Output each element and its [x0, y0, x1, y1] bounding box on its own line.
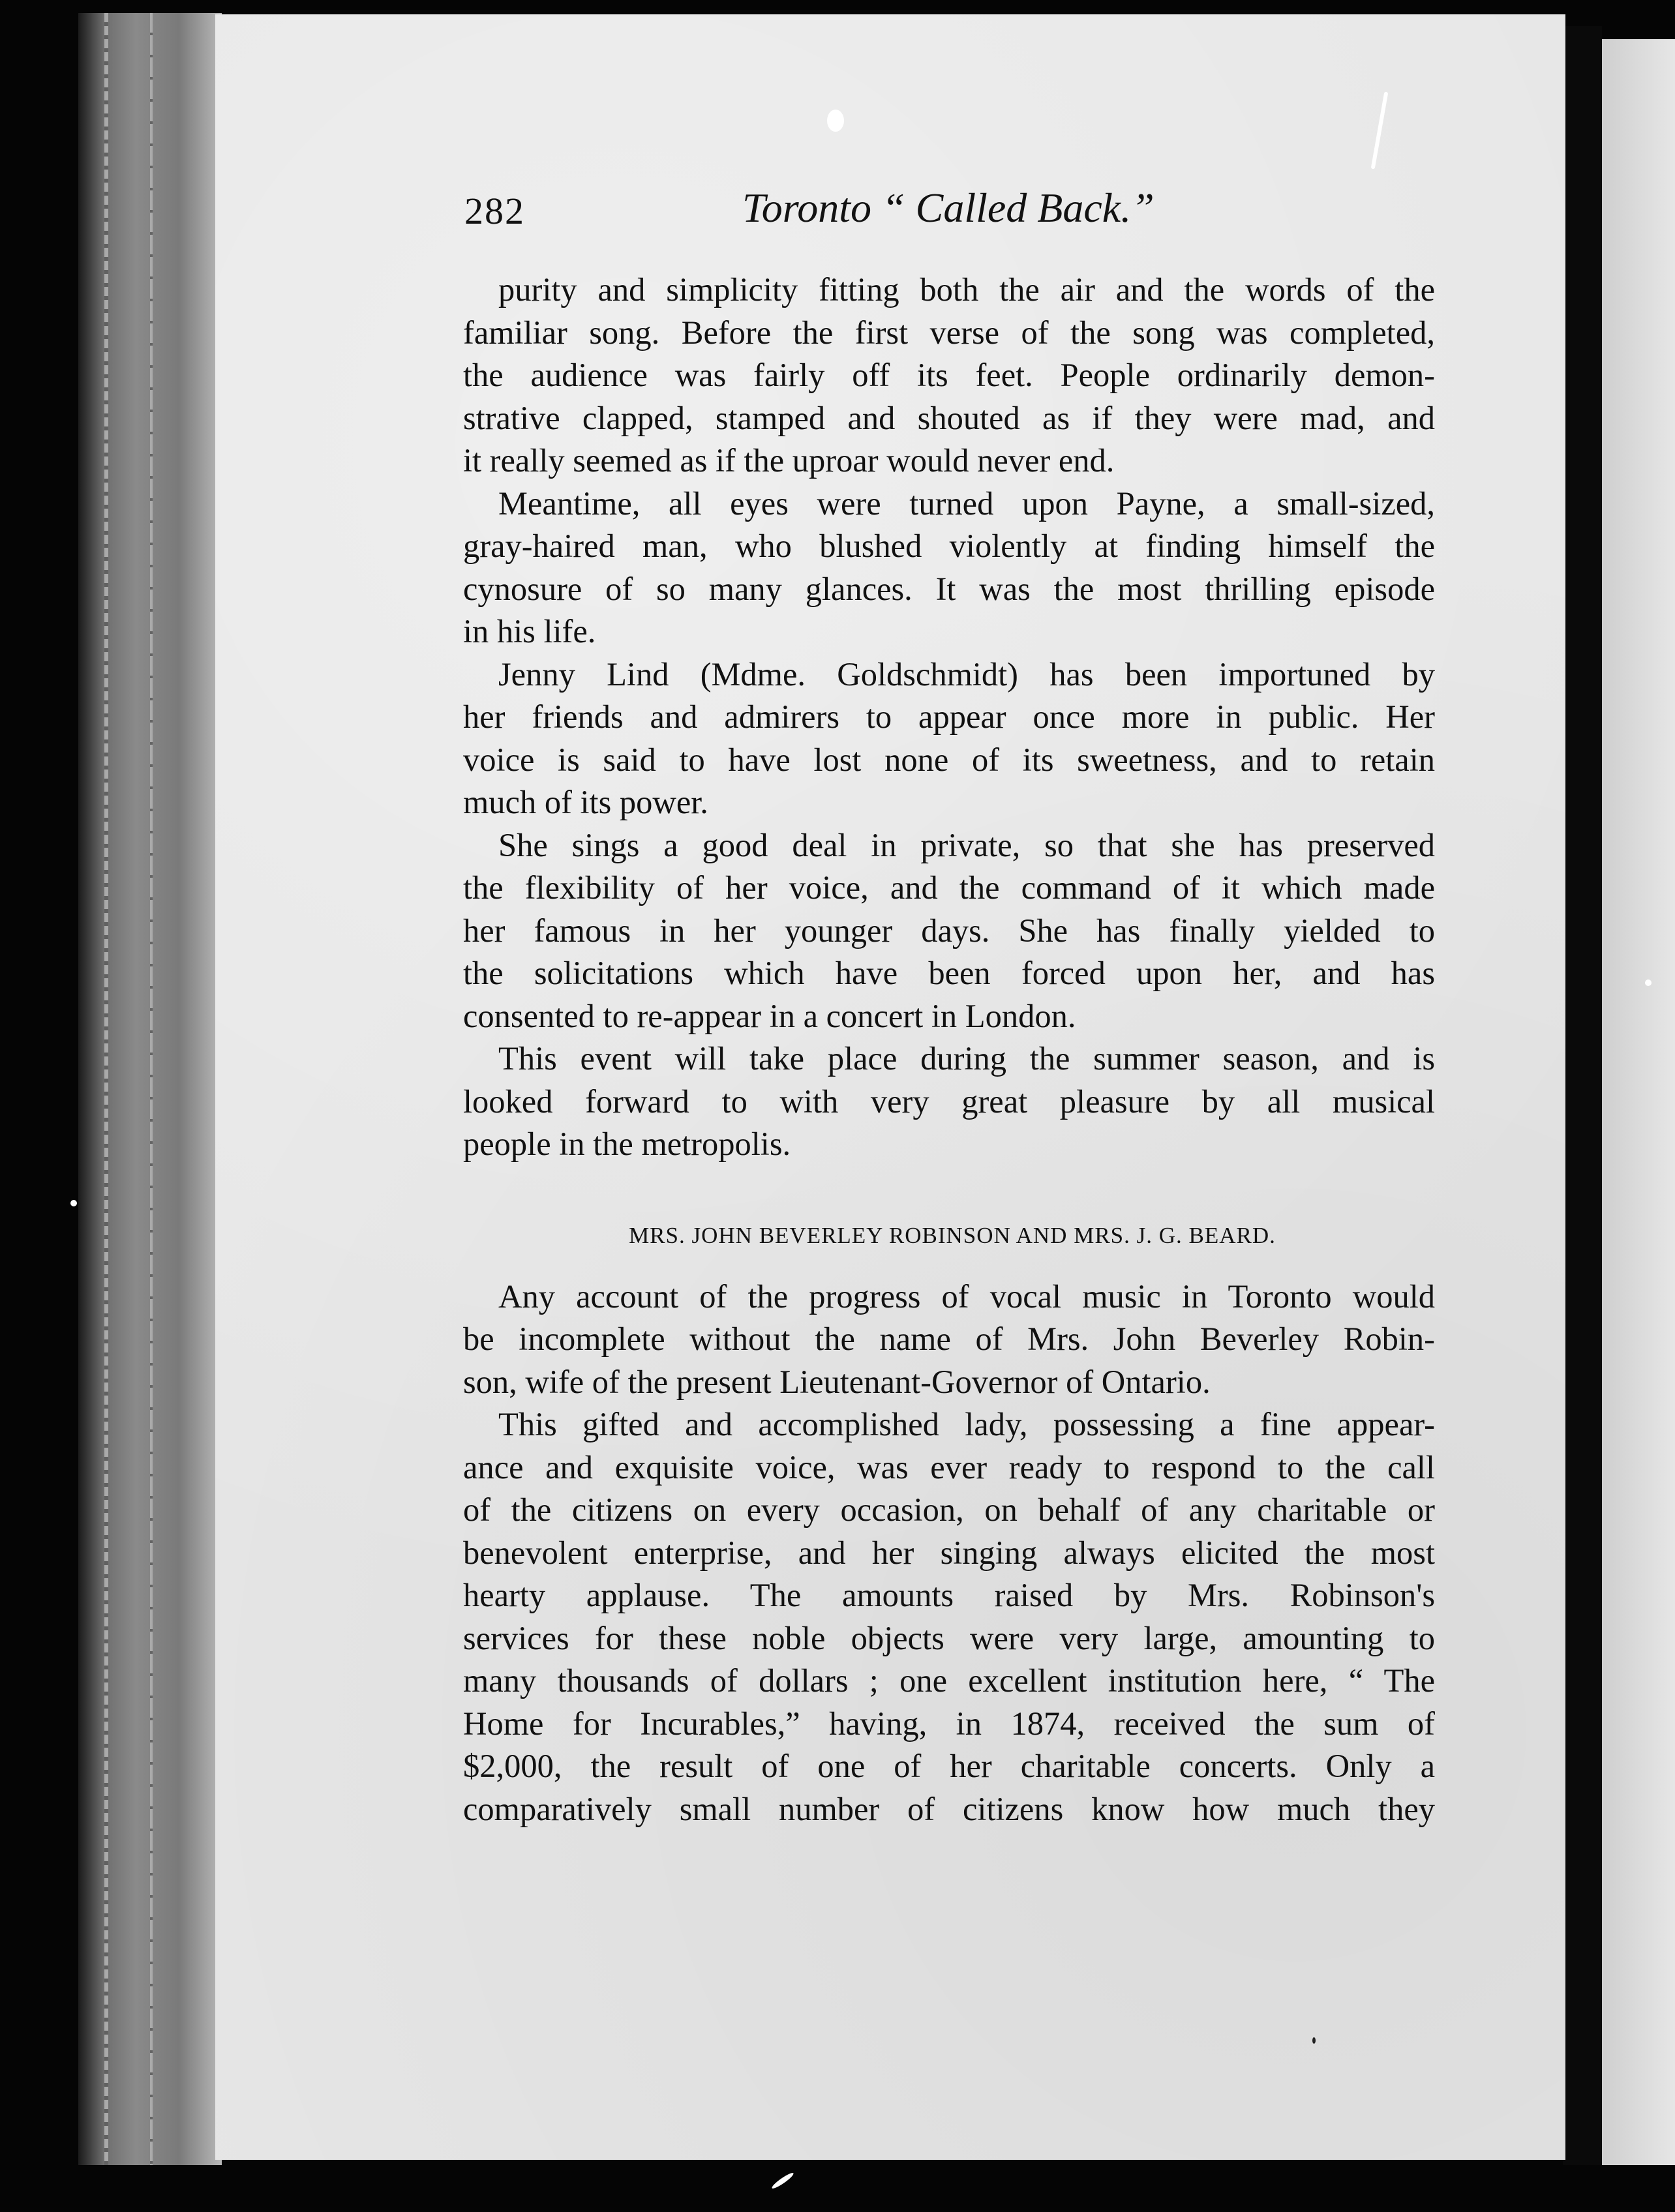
scan-speck	[827, 110, 844, 132]
text-line: comparatively small number of citizens know how much they	[463, 1790, 1435, 1827]
facing-page-edge	[1602, 39, 1675, 2165]
text-line: gray-haired man, who blushed violently at finding himself the	[463, 528, 1435, 564]
scan-speck	[1645, 979, 1652, 986]
text-line: Home for Incurables,” having, in 1874, received the sum of	[463, 1705, 1435, 1742]
text-line: her friends and admirers to appear once more in public. Her	[463, 698, 1435, 735]
running-head	[464, 184, 1430, 243]
page-number: 282	[464, 190, 525, 232]
paragraph	[463, 1403, 1435, 1831]
text-line: the solicitations which have been forced upon her, and has	[463, 955, 1435, 991]
text-line: $2,000, the result of one of her charitable concerts. Only a	[463, 1748, 1435, 1784]
text-line: consented to re-appear in a concert in London.	[463, 997, 1076, 1034]
text-line: strative clapped, stamped and shouted as if they were mad, and	[463, 399, 1435, 436]
text-line: in his life.	[463, 613, 596, 650]
scan-speck	[70, 1200, 77, 1206]
text-line: the audience was fairly off its feet. People ordinarily demon-	[463, 357, 1435, 393]
text-line: cynosure of so many glances. It was the most thrilling episode	[463, 570, 1435, 607]
text-line: This gifted and accomplished lady, possessing a fine appear-	[498, 1406, 1435, 1442]
text-line: voice is said to have lost none of its sweetness, and to retain	[463, 741, 1435, 778]
text-line: much of its power.	[463, 784, 708, 820]
text-line: hearty applause. The amounts raised by Mrs. Robinson's	[463, 1577, 1435, 1613]
text-line: familiar song. Before the first verse of the song was completed,	[463, 314, 1435, 351]
paragraph	[463, 1276, 1435, 1404]
text-line: She sings a good deal in private, so that she has preserved	[498, 826, 1435, 863]
text-line: services for these noble objects were very large, amounting to	[463, 1619, 1435, 1656]
text-line: son, wife of the present Lieutenant-Governor of Ontario.	[463, 1363, 1211, 1400]
text-line: purity and simplicity fitting both the air and the words of the	[498, 271, 1435, 308]
text-line: her famous in her younger days. She has finally yielded to	[463, 912, 1435, 949]
paragraphs-after-heading	[463, 1276, 1435, 1831]
text-line: many thousands of dollars ; one excellent institution here, “ The	[463, 1662, 1435, 1699]
text-line: of the citizens on every occasion, on behalf of any charitable or	[463, 1491, 1435, 1528]
text-line: Meantime, all eyes were turned upon Payne, a small-sized,	[498, 485, 1435, 522]
text-line: benevolent enterprise, and her singing always elicited the most	[463, 1534, 1435, 1571]
running-head-title: Toronto “ Called Back.”	[742, 185, 1154, 231]
text-line: This event will take place during the summer season, and is	[498, 1040, 1435, 1077]
text-line: people in the metropolis.	[463, 1126, 791, 1162]
paragraph	[463, 653, 1435, 824]
text-line: it really seemed as if the uproar would never end.	[463, 442, 1115, 479]
paragraph	[463, 483, 1435, 653]
scan-speck	[1312, 2037, 1316, 2044]
book-page-edges	[78, 13, 222, 2165]
body-text	[463, 269, 1435, 1831]
text-line: Jenny Lind (Mdme. Goldschmidt) has been importuned by	[498, 655, 1435, 693]
text-line: Any account of the progress of vocal music in Toronto would	[498, 1278, 1435, 1315]
text-line: be incomplete without the name of Mrs. John Beverley Robin-	[463, 1321, 1435, 1357]
text-line: looked forward to with very great pleasure by all musical	[463, 1083, 1435, 1120]
text-line: the flexibility of her voice, and the command of it which made	[463, 869, 1435, 906]
paragraphs-before-heading	[463, 269, 1435, 1166]
section-heading: MRS. JOHN BEVERLEY ROBINSON AND MRS. J. G. BEARD.	[629, 1222, 1276, 1248]
paragraph	[463, 1038, 1435, 1166]
book-binding-shadow	[1563, 26, 1602, 2165]
paragraph	[463, 269, 1435, 483]
paragraph	[463, 824, 1435, 1038]
text-line: ance and exquisite voice, was ever ready to respond to the call	[463, 1448, 1435, 1486]
